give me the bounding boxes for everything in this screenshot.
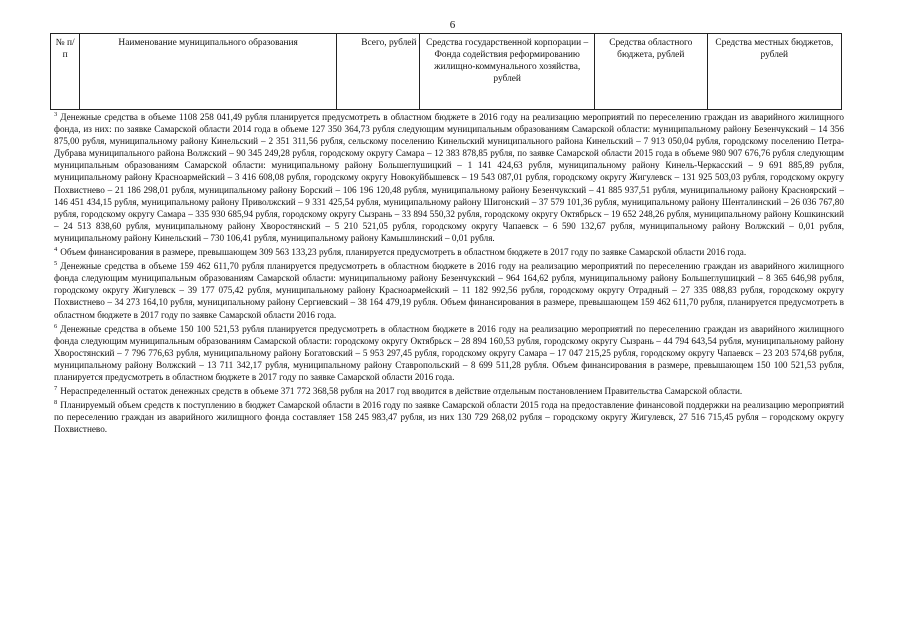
footnote-mark: 3 [54,111,58,118]
column-number: № п/п [51,34,80,110]
footnote [54,399,844,435]
footnote-text: Денежные средства в объеме 1108 258 041,49 рубля планируется предусмотреть в областном бюджете в 2016 году на реализацию мероприятий по переселению граждан из аварийного жилищного фонда, из них: по заявке Самарской области 2014 года в объеме 127 350 364,73 рубля следующим муниципальным образованиям Самарской области: муниципальному району Безенчукский – 14 356 875,00 рубля, муниципальному району Кинельский – 2 351 311,56 рубля, сельскому поселению Кинельский муниципального района Кинельский – 7 913 050,04 рубля, городскому поселению Петра-Дубрава муниципального района Волжский – 90 345 249,28 рубля, городскому округу Самара – 12 383 878,85 рубля, по заявке Самарской области 2015 года в объеме 980 907 676,76 рубля следующим муниципальным образованиям Самарской области: муниципальному району Большеглушицкий – 1 141 424,63 рубля, муниципальному району Кинель-Черкасский – 9 691 885,89 рубля, муниципальному району Красноармейский – 3 416 608,08 рубля, городскому округу Новокуйбышевск – 19 543 087,01 рубля, городскому округу Жигулевск – 131 925 503,03 рубля, городскому округу Похвистнево – 21 186 298,01 рубля, муниципальному району Борский – 106 196 120,48 рубля, муниципальному району Безенчукский – 41 885 937,51 рубля, муниципальному району Красноярский – 146 451 434,15 рубля, муниципальному району Приволжский – 9 331 425,54 рубля, муниципальному району Шигонский – 37 579 101,36 рубля, муниципальному району Шенталинский – 26 036 767,80 рубля, городскому округу Самара – 335 930 685,94 рубля, городскому округу Сызрань – 33 894 550,32 рубля, городскому округу Октябрьск – 19 652 248,26 рубля, муниципальному району Кошкинский – 24 513 838,60 рубля, муниципальному району Хворостянский – 5 210 521,05 рубля, городскому округу Чапаевск – 6 590 132,67 рубля, муниципальному району Волжский – 0,01 рубля, муниципальному району Кинельский – 730 106,41 рубля, муниципальному району Камышлинский – 0,01 рубля. [54,112,844,243]
table-header-row [51,34,842,110]
footnote-mark: 5 [54,260,58,268]
column-regional-budget: Средства областного бюджета, рублей [594,34,707,110]
footnote [54,111,844,244]
footnote-text: Денежные средства в объеме 159 462 611,70 рубля планируется предусмотреть в областном бюджете в 2016 году на реализацию мероприятий по переселению граждан из аварийного жилищного фонда следующим муниципальным образованиям Самарской области: муниципальному району Безенчукский – 964 164,62 рубля, муниципальному району Большеглушицкий – 8 365 646,98 рубля, городскому округу Жигулевск – 39 177 075,42 рубля, муниципальному району Красноармейский – 11 182 992,56 рубля, городскому округу Отрадный – 27 335 088,83 рубля, городскому округу Похвистнево – 34 273 164,10 рубля, муниципальному району Сергиевский – 38 164 479,19 рубля. Объем финансирования в размере, превышающем 159 462 611,70 рубля, планируется предусмотреть в областном бюджете в 2017 году по заявке Самарской области 2016 года. [54,261,844,320]
footnote-mark: 4 [54,246,58,254]
column-local-budget: Средства местных бюджетов, рублей [707,34,841,110]
footnote-mark: 6 [54,322,58,330]
footnotes [54,111,844,437]
column-total: Всего, рублей [337,34,420,110]
footnote-mark: 7 [54,385,58,393]
table-header [50,33,842,110]
footnote [54,323,844,383]
footnote [54,246,844,258]
column-municipality-name: Наименование муниципального образования [80,34,337,110]
footnote-text: Объем финансирования в размере, превышающем 309 563 133,23 рубля, планируется предусмотреть в областном бюджете в 2017 году по заявке Самарской области 2016 года. [60,247,747,258]
column-fund: Средства государственной корпорации – Фонда содействия реформированию жилищно-коммунального хозяйства, рублей [420,34,594,110]
footnote [54,385,844,397]
footnote-mark: 8 [54,399,58,407]
footnote-text: Денежные средства в объеме 150 100 521,53 рубля планируется предусмотреть в областном бюджете в 2016 году на реализацию мероприятий по переселению граждан из аварийного жилищного фонда следующим муниципальным образованиям Самарской области: городскому округу Октябрьск – 28 894 160,53 рубля, городскому округу Сызрань – 44 794 643,54 рубля, муниципальному району Хворостянский – 7 796 776,63 рубля, муниципальному району Богатовский – 5 953 297,45 рубля, городскому округу Самара – 17 047 215,25 рубля, городскому округу Чапаевск – 23 203 574,68 рубля, муниципальному району Волжский – 13 711 342,17 рубля, муниципальному району Ставропольский – 8 699 511,28 рубля. Объем финансирования в размере, превышающем 150 100 521,53 рубля, планируется предусмотреть в областном бюджете в 2017 году по заявке Самарской области 2016 года. [54,323,844,382]
page-number: 6 [449,19,456,31]
footnote-text: Нераспределенный остаток денежных средств в объеме 371 772 368,58 рубля на 2017 год вводится в действие отдельным постановлением Правительства Самарской области. [60,386,743,397]
footnote-text: Планируемый объем средств к поступлению в бюджет Самарской области в 2016 году по заявке Самарской области 2015 года на предоставление финансовой поддержки на реализацию мероприятий по переселению граждан из аварийного жилищного фонда составляет 158 245 983,47 рубля, из них 130 729 268,02 рубля – городскому округу Жигулевск, 27 516 715,45 рубля – городскому округу Похвистнево. [54,400,844,435]
footnote [54,260,844,320]
